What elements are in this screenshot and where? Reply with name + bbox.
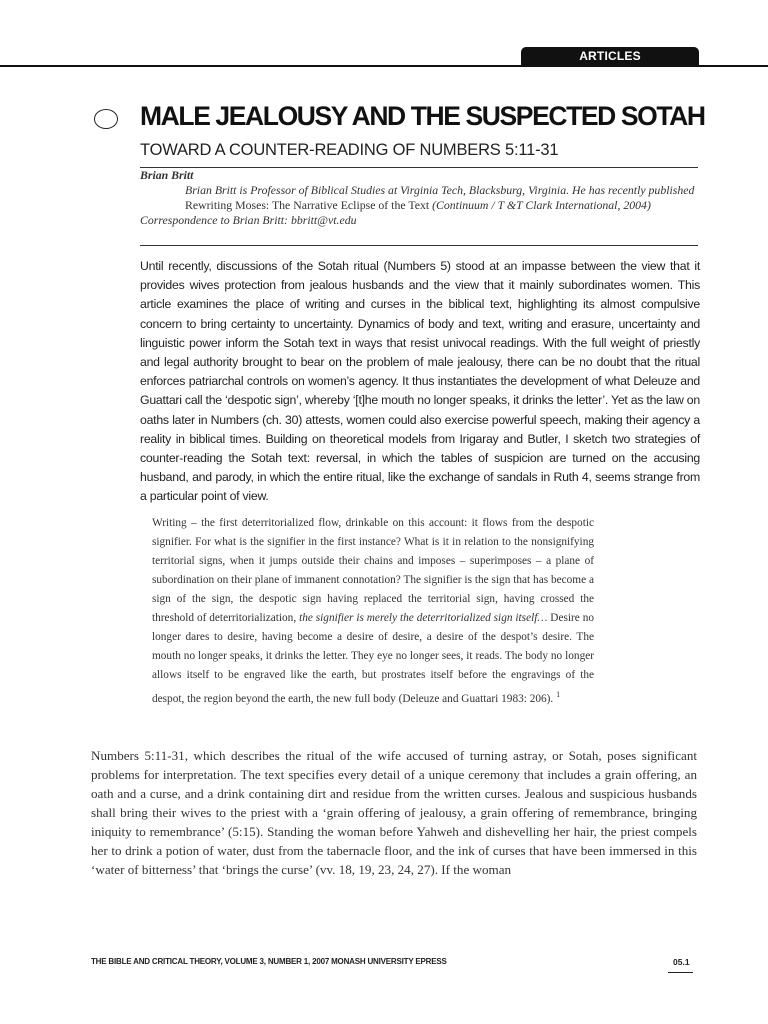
abstract: Until recently, discussions of the Sotah ritual (Numbers 5) stood at an impasse between the view that it provides wives protection from jealous husbands and the view that it mainly subordinates women. This article examines the place of writing and curses in the biblical text, highlighting its almost compulsive concern to bring certainty to uncertainty. Dynamics of body and text, writing and erasure, uncertainty and linguistic power inform the Sotah text in ways that resist univocal readings. With the full weight of priestly and legal authority brought to bear on the problem of male jealousy, there can be no doubt that the ritual enforces patriarchal controls on women’s agency. It thus instantiates the development of what Deleuze and Guattari call the ‘despotic sign’, whereby ‘[t]he mouth no longer speaks, it drinks the letter’. Yet as the law on oaths later in Numbers (ch. 30) attests, women could also exercise powerful speech, making their agency a reality in biblical times. Building on theoretical models from Irigaray and Butler, I sketch two strategies of counter-reading the Sotah text: reversal, in which the tables of suspicion are turned on the accusing husband, and parody, in which the entire ritual, like the exchange of sandals in Ruth 4, seems strange from a particular point of view.	[140, 259, 700, 504]
author-divider	[140, 245, 698, 246]
footer-citation: THE BIBLE AND CRITICAL THEORY, VOLUME 3, NUMBER 1, 2007 MONASH UNIVERSITY EPRESS	[91, 957, 447, 966]
author-book-title: Rewriting Moses: The Narrative Eclipse of the Text	[185, 198, 430, 212]
article-title: MALE JEALOUSY AND THE SUSPECTED SOTAH	[140, 101, 705, 131]
footer-rule	[668, 972, 693, 973]
header-rule	[0, 65, 768, 67]
quote-text-continued: Desire no longer dares to desire, having become a desire of desire, a desire of the despot’s desire. The mouth no longer speaks, it drinks the letter. They eye no longer sees, it reads. The body no longer allows itself to be engraved like the earth, but prostrates itself before the engravings of the despot, the region beyond the earth, the new full body (Deleuze and Guattari 1983: 206).	[152, 612, 594, 705]
author-bio-text: Brian Britt is Professor of Biblical Studies at Virginia Tech, Blacksburg, Virginia. He has recently published	[185, 183, 695, 197]
author-correspondence: Correspondence to Brian Britt: bbritt@vt.edu	[140, 213, 357, 227]
page-number: 05.1	[673, 957, 690, 967]
epigraph-quote	[152, 514, 594, 709]
quote-italic-text: the signifier is merely the deterritorialized sign itself…	[299, 612, 548, 624]
body-paragraph: Numbers 5:11-31, which describes the ritual of the wife accused of turning astray, or Sotah, poses significant problems for interpretation. The text specifies every detail of a unique ceremony that includes a grain offering, an oath and a curse, and a drink containing dirt and residue from the written curses. Jealous and suspicious husbands shall bring their wives to the priest with a ‘grain offering of jealousy, a grain offering of remembrance, bringing iniquity to remembrance’ (5:15). Standing the woman before Yahweh and dishevelling her hair, the priest compels her to drink a potion of water, dust from the tabernacle floor, and the ink of curses that have been immersed in this ‘water of bitterness’ that ‘brings the curse’ (vv. 18, 19, 23, 24, 27). If the woman	[91, 748, 697, 877]
section-tab: ARTICLES	[521, 47, 699, 66]
author-bio	[140, 183, 700, 213]
footnote-ref[interactable]: 1	[556, 690, 561, 699]
author-block	[140, 168, 700, 228]
author-name: Brian Britt	[140, 168, 194, 182]
quote-text: Writing – the first deterritorialized flow, drinkable on this account: it flows from the despotic signifier. For what is the signifier in the first instance? What is it in relation to the nonsignifying territorial signs, when it jumps outside their chains and imposes – superimposes – a plane of subordination on their plane of immanent connotation? The signifier is the sign that has become a sign of the sign, the despotic sign having replaced the territorial sign, having crossed the threshold of deterritorialization,	[152, 517, 594, 624]
author-bio-publisher: (Continuum / T &T Clark International, 2004)	[429, 198, 651, 212]
title-circle-ornament	[94, 109, 118, 129]
article-subtitle: TOWARD A COUNTER-READING OF NUMBERS 5:11-31	[140, 141, 559, 159]
